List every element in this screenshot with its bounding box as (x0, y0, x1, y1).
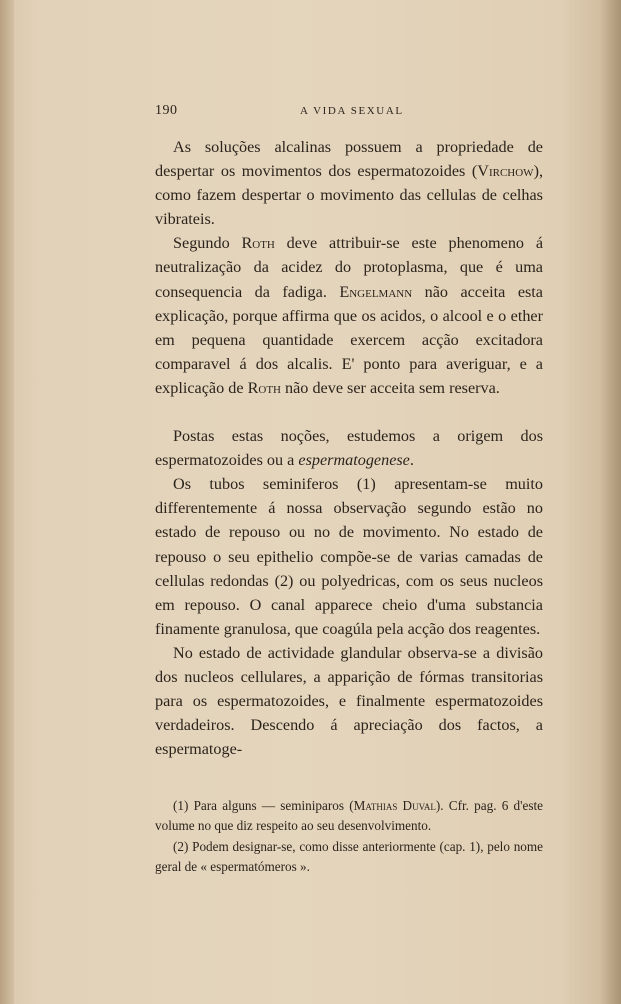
paragraph-alkaline-solutions: As soluções alcalinas possuem a propriedade de despertar os movimentos dos espermatozoides (Virchow), como fazem despertar o movimento das cellulas de celhas vibrateis. (155, 138, 543, 229)
author-name: Roth (241, 234, 275, 253)
paragraph-seminiferous-tubes: Os tubos seminiferos (1) apresentam-se muito differentemente á nossa observação segundo estão no estado de repouso ou no de movimento. No estado de repouso o seu epithelio compõe-se de varias camadas de cellulas redondas (2) ou polyedricas, com os seus nucleos em repouso. O canal apparece cheio d'uma substancia finamente granulosa, que coagúla pela acção dos reagentes. (155, 475, 543, 638)
author-name: Virchow (477, 162, 534, 181)
footnotes (155, 796, 543, 876)
body-text (155, 135, 543, 761)
page-spine-shadow (0, 0, 14, 1004)
footnote-1: (1) Para alguns — seminiparos (Mathias Duval). Cfr. pag. 6 d'este volume no que diz respeito ao seu desenvolvimento. (155, 798, 543, 833)
author-name: Mathias Duval (353, 798, 436, 813)
author-name: Engelmann (339, 282, 413, 301)
footnote-2: (2) Podem designar-se, como disse anteriormente (cap. 1), pelo nome geral de « espermatómeros ». (155, 839, 543, 874)
page-edge-shadow (599, 0, 621, 1004)
italic-term: espermatogenese (298, 451, 410, 470)
page-number: 190 (155, 103, 178, 118)
paragraph-spermatogenesis-intro: Postas estas noções, estudemos a origem dos espermatozoides ou a espermatogenese. (155, 427, 543, 470)
paragraph-roth: Segundo Roth deve attribuir-se este phenomeno á neutralização da acidez do protoplasma, que é uma consequencia da fadiga. Engelmann não acceita esta explicação, porque affirma que os acidos, o alcool e o ether em pequena quantidade exercem acção excitadora comparavel á dos alcalis. E' ponto para averiguar, e a explicação de Roth não deve ser acceita sem reserva. (155, 234, 543, 397)
paragraph-glandular-activity: No estado de actividade glandular observa-se a divisão dos nucleos cellulares, a apparição de fórmas transitorias para os espermatozoides, e finalmente espermatozoides verdadeiros. Descendo á apreciação dos factos, a espermatoge- (155, 643, 543, 759)
running-title: A VIDA SEXUAL (300, 105, 404, 117)
author-name: Roth (247, 378, 281, 397)
page-header (155, 103, 545, 119)
